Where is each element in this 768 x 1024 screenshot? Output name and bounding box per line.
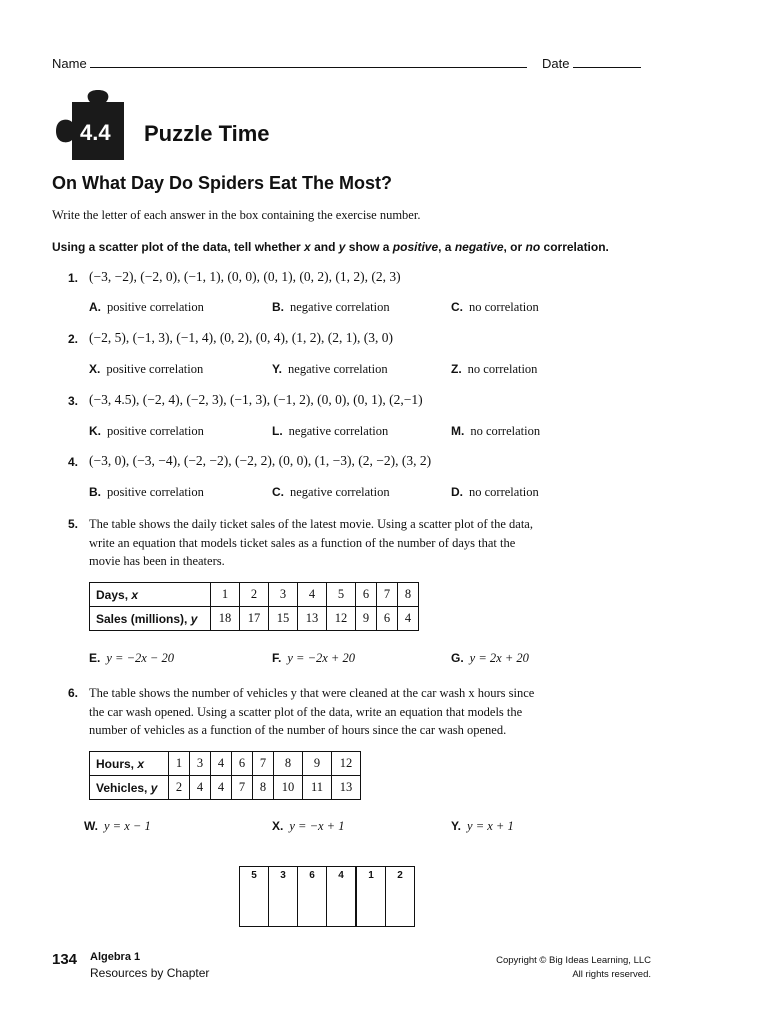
answer-box-4[interactable]: 4 [327, 867, 357, 927]
book-subtitle: Resources by Chapter [90, 966, 210, 980]
vehicles-table [89, 751, 361, 800]
question-points: (−3, −2), (−2, 0), (−1, 1), (0, 0), (0, 1), (0, 2), (1, 2), (2, 3) [89, 269, 401, 284]
option: E. y = −2x − 20 [89, 651, 174, 665]
directions: Using a scatter plot of the data, tell whether x and y show a positive, a negative, or no correlation. [52, 240, 609, 254]
option: X. positive correlation [89, 362, 204, 376]
instructions: Write the letter of each answer in the box containing the exercise number. [52, 208, 421, 222]
option: X. y = −x + 1 [272, 819, 345, 833]
question-points: (−3, 0), (−3, −4), (−2, −2), (−2, 2), (0, 0), (1, −3), (2, −2), (3, 2) [89, 453, 432, 468]
date-label: Date [542, 56, 570, 71]
name-line [52, 54, 527, 71]
name-label: Name [52, 56, 87, 71]
question-points: (−2, 5), (−1, 3), (−1, 4), (0, 2), (0, 4), (1, 2), (2, 1), (3, 0) [89, 330, 394, 345]
sales-table [89, 582, 419, 631]
section-title: Puzzle Time [144, 121, 270, 146]
table-row: Days, x 1 2 3 4 5 6 7 8 [90, 583, 419, 607]
answer-boxes [239, 866, 415, 927]
option: K. positive correlation [89, 424, 204, 438]
answer-box-2[interactable]: 2 [386, 867, 415, 927]
page-number: 134 [52, 951, 78, 968]
name-field[interactable] [90, 54, 527, 68]
answer-box-3[interactable]: 3 [269, 867, 298, 927]
question-text: The table shows the number of vehicles y that were cleaned at the car wash x hours since the car wash opened. Using a scatter plot of the data, write an equation that models the number of vehicles as a function of the number of hours since the car wash opened. [89, 686, 535, 737]
answer-box-6[interactable]: 6 [298, 867, 327, 927]
option: Y. y = x + 1 [451, 819, 514, 833]
option: G. y = 2x + 20 [451, 651, 529, 665]
puzzle-question: On What Day Do Spiders Eat The Most? [52, 173, 393, 193]
option: B. positive correlation [89, 485, 204, 499]
option: C. negative correlation [272, 485, 390, 499]
option: C. no correlation [451, 300, 539, 314]
copyright: Copyright © Big Ideas Learning, LLC All rights reserved. [496, 955, 651, 980]
table-row: Sales (millions), y 18 17 15 13 12 9 6 4 [90, 607, 419, 631]
question-points: (−3, 4.5), (−2, 4), (−2, 3), (−1, 3), (−1, 2), (0, 0), (0, 1), (2,−1) [89, 392, 423, 407]
table-row: Hours, x 1 3 4 6 7 8 9 12 [90, 752, 361, 776]
section-number: 4.4 [80, 120, 111, 145]
option: B. negative correlation [272, 300, 390, 314]
table-row: Vehicles, y 2 4 4 7 8 10 11 13 [90, 776, 361, 800]
option: A. positive correlation [89, 300, 204, 314]
book-title: Algebra 1 [90, 951, 141, 963]
option: Z. no correlation [451, 362, 538, 376]
answer-box-5[interactable]: 5 [240, 867, 269, 927]
date-field[interactable] [573, 54, 641, 68]
option: M. no correlation [451, 424, 541, 438]
option: Y. negative correlation [272, 362, 388, 376]
option: F. y = −2x + 20 [272, 651, 355, 665]
option: L. negative correlation [272, 424, 389, 438]
option: W. y = x − 1 [84, 819, 151, 833]
answer-box-1[interactable]: 1 [356, 867, 386, 927]
question-text: The table shows the daily ticket sales of the latest movie. Using a scatter plot of the data, write an equation that models ticket sales as a function of the number of days that the movie has been in theaters. [89, 517, 533, 568]
date-line [542, 54, 641, 71]
option: D. no correlation [451, 485, 539, 499]
